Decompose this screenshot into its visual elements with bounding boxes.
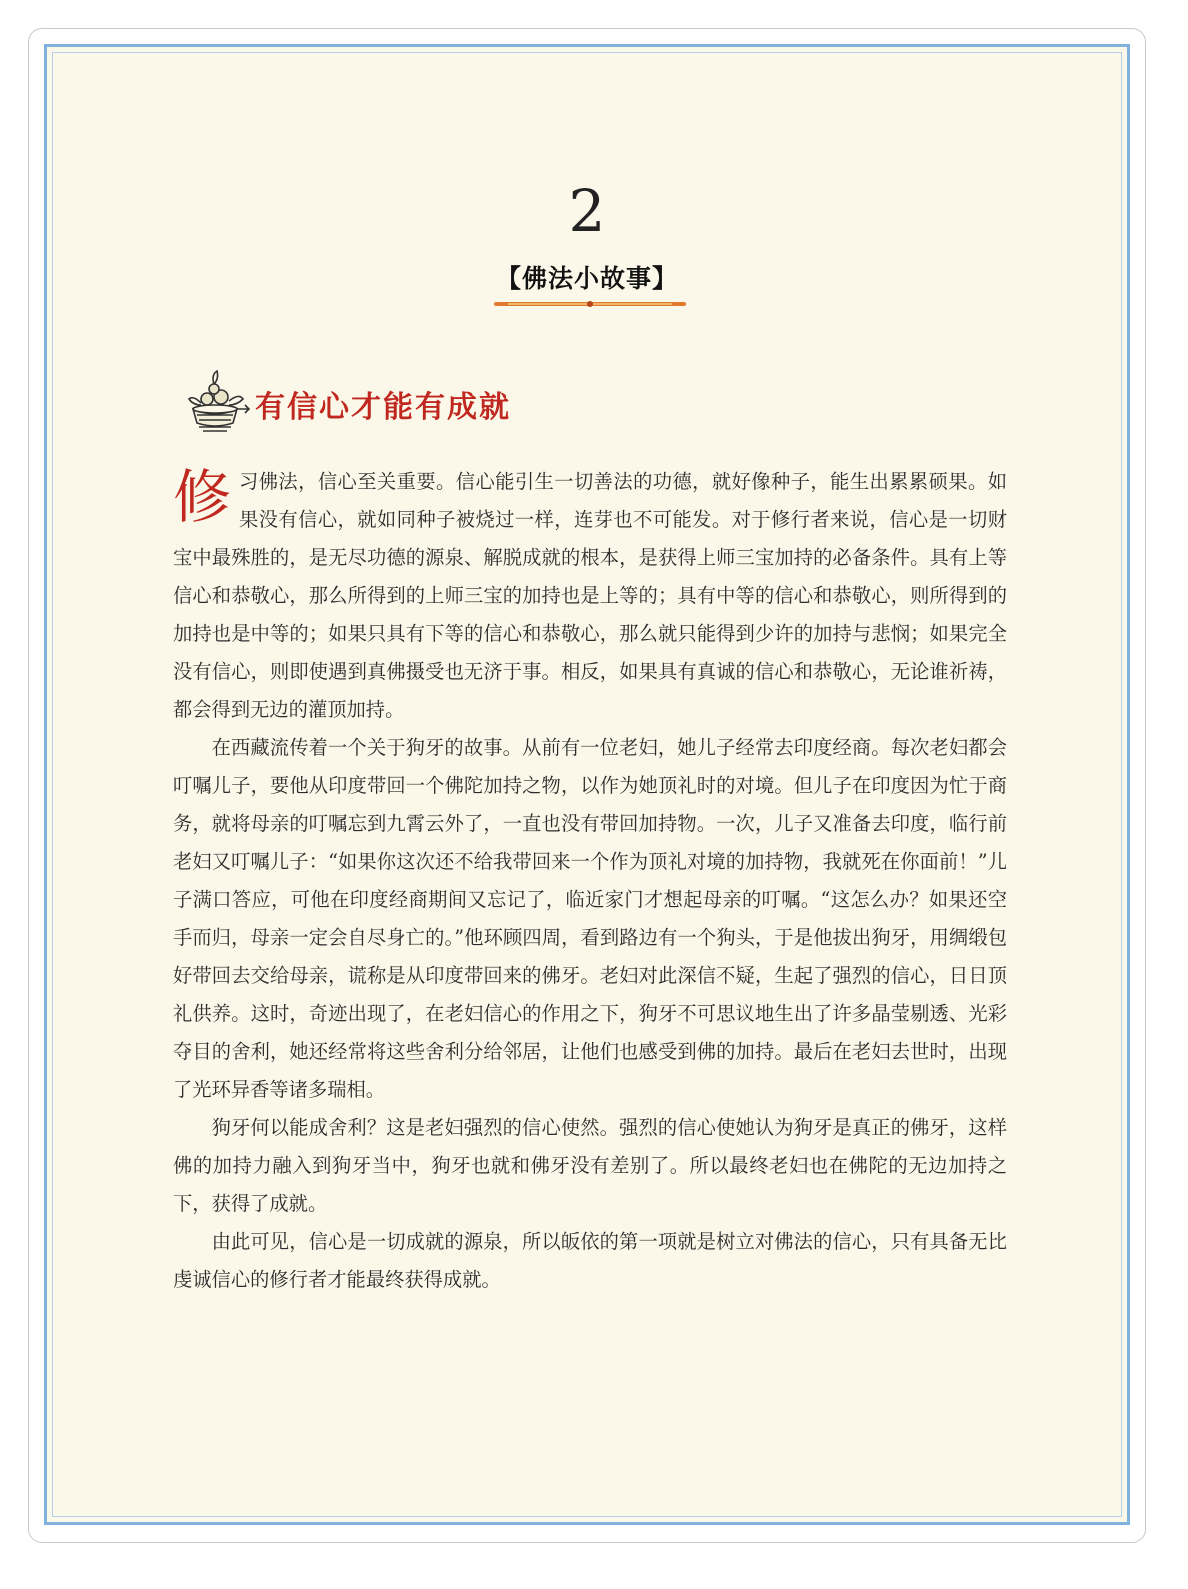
flower-basket-icon	[179, 365, 251, 437]
paragraph-3: 狗牙何以能成舍利？这是老妇强烈的信心使然。强烈的信心使她认为狗牙是真正的佛牙，这样佛的加持力融入到狗牙当中，狗牙也就和佛牙没有差别了。所以最终老妇也在佛陀的无边加持之下，获得了成就。	[173, 1116, 1007, 1215]
paragraph-1-text: 习佛法，信心至关重要。信心能引生一切善法的功德，就好像种子，能生出累累硕果。如果没有信心，就如同种子被烧过一样，连芽也不可能发。对于修行者来说，信心是一切财宝中最殊胜的，是无尽功德的源泉、解脱成就的根本，是获得上师三宝加持的必备条件。具有上等信心和恭敬心，那么所得到的上师三宝的加持也是上等的；具有中等的信心和恭敬心，则所得到的加持也是中等的；如果只具有下等的信心和恭敬心，那么就只能得到少许的加持与悲悯；如果完全没有信心，则即使遇到真佛摄受也无济于事。相反，如果具有真诚的信心和恭敬心，无论谁祈祷，都会得到无边的灌顶加持。	[173, 470, 1007, 721]
paragraph-4: 由此可见，信心是一切成就的源泉，所以皈依的第一项就是树立对佛法的信心，只有具备无比虔诚信心的修行者才能最终获得成就。	[173, 1230, 1007, 1291]
chapter-heading: 【佛法小故事】	[495, 264, 678, 293]
paragraph-2: 在西藏流传着一个关于狗牙的故事。从前有一位老妇，她儿子经常去印度经商。每次老妇都会叮嘱儿子，要他从印度带回一个佛陀加持之物，以作为她顶礼时的对境。但儿子在印度因为忙于商务，就将母亲的叮嘱忘到九霄云外了，一直也没有带回加持物。一次，儿子又准备去印度，临行前老妇又叮嘱儿子：“如果你这次还不给我带回来一个作为顶礼对境的加持物，我就死在你面前！”儿子满口答应，可他在印度经商期间又忘记了，临近家门才想起母亲的叮嘱。“这怎么办？如果还空手而归，母亲一定会自尽身亡的。”他环顾四周，看到路边有一个狗头，于是他拔出狗牙，用绸缎包好带回去交给母亲，谎称是从印度带回来的佛牙。老妇对此深信不疑，生起了强烈的信心，日日顶礼供养。这时，奇迹出现了，在老妇信心的作用之下，狗牙不可思议地生出了许多晶莹剔透、光彩夺目的舍利，她还经常将这些舍利分给邻居，让他们也感受到佛的加持。最后在老妇去世时，出现了光环异香等诸多瑞相。	[173, 736, 1007, 1101]
paragraph-1	[173, 463, 1007, 729]
page-frame	[44, 44, 1130, 1525]
section-title: 有信心才能有成就	[255, 390, 511, 425]
drop-cap: 修	[173, 463, 232, 531]
article-body	[173, 463, 1007, 1299]
chapter-number: 2	[568, 177, 606, 245]
title-underline-ornament	[494, 299, 686, 309]
